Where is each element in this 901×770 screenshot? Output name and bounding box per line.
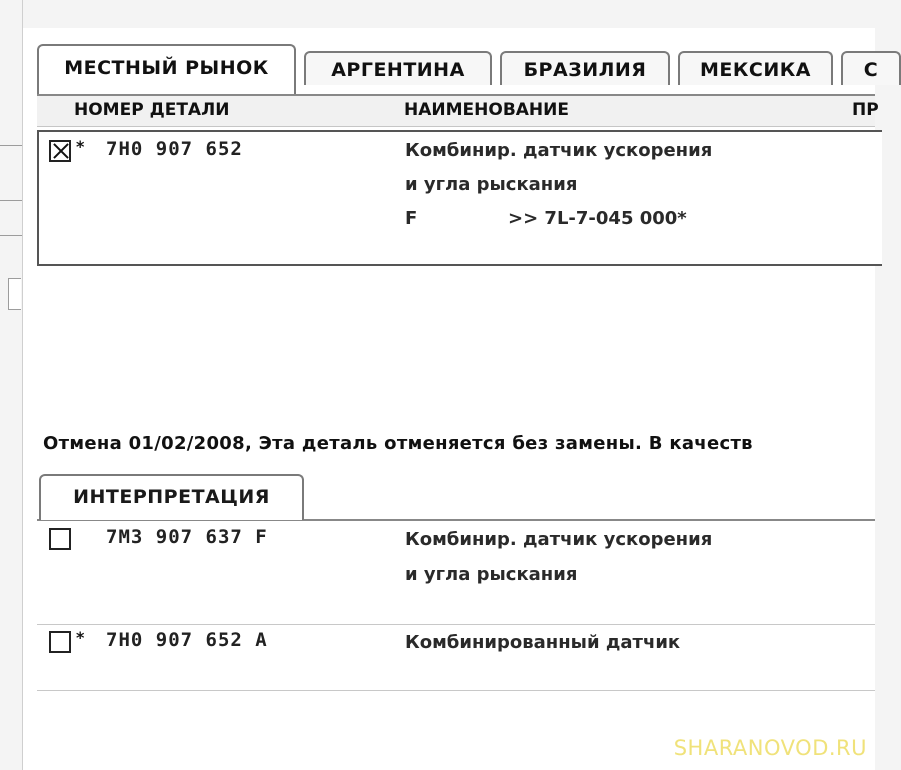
column-extra-partial[interactable]: ПР bbox=[852, 100, 879, 120]
row-divider bbox=[37, 624, 875, 625]
left-panel-divider bbox=[0, 145, 22, 146]
alt-part-desc-line2: и угла рыскания bbox=[405, 564, 578, 585]
cancellation-note: Отмена 01/02/2008, Эта деталь отменяется без замены. В качеств bbox=[43, 433, 753, 454]
left-panel-divider bbox=[0, 200, 22, 201]
alt-part-star: * bbox=[76, 628, 85, 647]
alt-part-checkbox[interactable] bbox=[49, 631, 71, 653]
main-part-checkbox[interactable] bbox=[49, 140, 71, 162]
column-part-number[interactable]: НОМЕР ДЕТАЛИ bbox=[74, 100, 230, 120]
watermark: SHARANOVOD.RU bbox=[673, 736, 867, 760]
row-divider bbox=[37, 690, 875, 691]
main-part-code: F bbox=[405, 208, 418, 229]
tab-brazil[interactable]: БРАЗИЛИЯ bbox=[500, 51, 670, 85]
tab-mexico[interactable]: МЕКСИКА bbox=[678, 51, 833, 85]
alt-part-number[interactable]: 7M3 907 637 F bbox=[106, 526, 268, 548]
alt-part-desc-line1: Комбинир. датчик ускорения bbox=[405, 529, 713, 550]
left-panel-edge bbox=[0, 0, 23, 770]
tab-argentina[interactable]: АРГЕНТИНА bbox=[304, 51, 492, 85]
window-top-band bbox=[23, 0, 875, 28]
left-panel-divider bbox=[0, 235, 22, 236]
alt-part-checkbox[interactable] bbox=[49, 528, 71, 550]
alt-part-desc-line1: Комбинированный датчик bbox=[405, 632, 681, 653]
main-part-desc-line1: Комбинир. датчик ускорения bbox=[405, 140, 713, 161]
parts-column-header bbox=[37, 94, 879, 127]
main-part-desc-line2: и угла рыскания bbox=[405, 174, 578, 195]
tab-interpretation[interactable]: ИНТЕРПРЕТАЦИЯ bbox=[39, 474, 304, 520]
left-panel-control[interactable] bbox=[8, 278, 21, 310]
main-part-star: * bbox=[76, 137, 85, 156]
tab-next-partial[interactable]: С bbox=[841, 51, 901, 85]
market-tabs bbox=[37, 44, 879, 94]
main-part-number[interactable]: 7H0 907 652 bbox=[106, 138, 243, 160]
main-part-validity: >> 7L-7-045 000* bbox=[508, 208, 687, 229]
column-name[interactable]: НАИМЕНОВАНИЕ bbox=[404, 100, 570, 120]
tab-local-market[interactable]: МЕСТНЫЙ РЫНОК bbox=[37, 44, 296, 94]
alt-part-number[interactable]: 7H0 907 652 A bbox=[106, 629, 268, 651]
